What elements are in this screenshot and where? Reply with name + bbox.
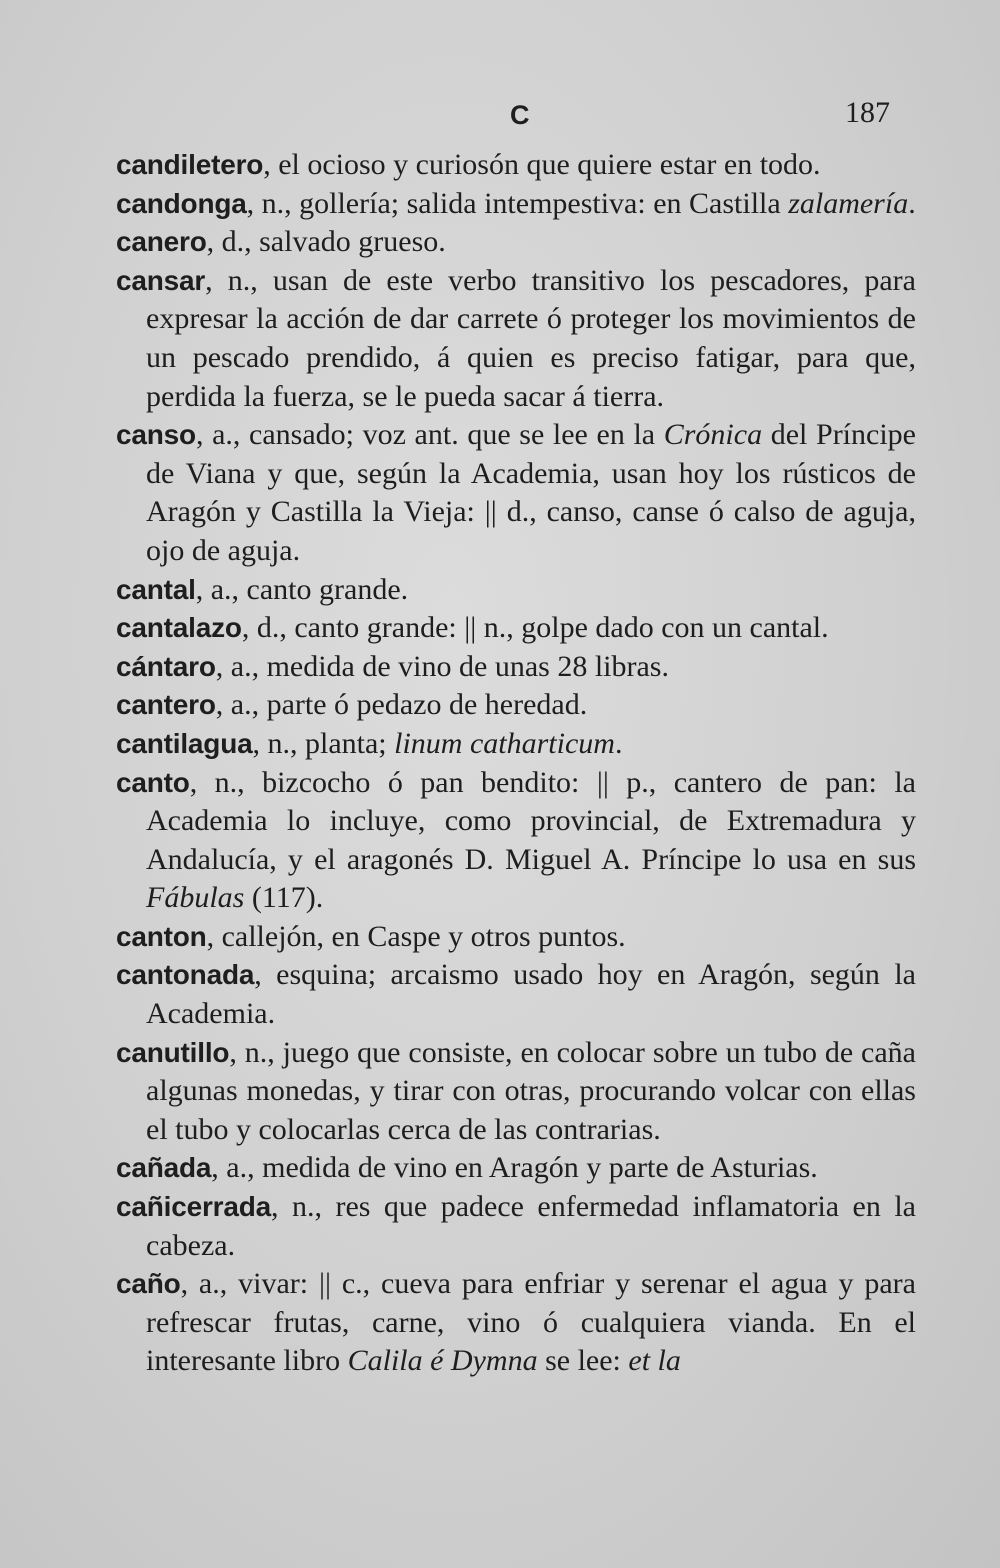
entry-definition: , n., gollería; salida intempestiva: en Castilla <box>246 186 789 220</box>
entry-definition: , callejón, en Caspe y otros puntos. <box>206 919 626 953</box>
entry-definition: , a., medida de vino de unas 28 libras. <box>215 649 669 683</box>
entry-headword: candonga <box>116 187 247 219</box>
dictionary-entry <box>116 1034 916 1150</box>
dictionary-entry <box>116 223 916 262</box>
dictionary-entry <box>116 956 916 1033</box>
dictionary-entry <box>116 571 916 610</box>
entry-definition: , a., medida de vino en Aragón y parte de Asturias. <box>211 1151 818 1185</box>
dictionary-entry <box>116 918 916 957</box>
entry-headword: cantonada <box>116 959 255 991</box>
entry-definition: , a., canto grande. <box>195 572 409 606</box>
entry-definition-cont: . <box>908 186 916 220</box>
entry-italic-term: Crónica <box>663 418 763 452</box>
entry-headword: canso <box>116 419 196 451</box>
entry-headword: cañicerrada <box>116 1191 272 1223</box>
entry-italic-term: Calila é Dymna <box>347 1344 538 1378</box>
dictionary-entry <box>116 416 916 570</box>
entry-headword: cantilagua <box>116 727 253 759</box>
entry-headword: cantalazo <box>116 612 242 644</box>
entry-headword: cántaro <box>116 650 216 682</box>
entry-headword: cantal <box>116 573 196 605</box>
dictionary-entry <box>116 609 916 648</box>
section-letter: C <box>510 100 530 130</box>
entry-italic-term: Fábulas <box>146 881 245 915</box>
entry-headword: cantero <box>116 689 216 721</box>
entry-definition: , a., cansado; voz ant. que se lee en la <box>195 418 664 452</box>
entry-definition: , esquina; arcaismo usado hoy en Aragón, según la Academia. <box>146 958 916 1031</box>
entry-headword: canto <box>116 766 190 798</box>
entry-definition: , el ocioso y curiosón que quiere estar en todo. <box>263 148 821 181</box>
entry-definition: , d., salvado grueso. <box>206 225 446 259</box>
dictionary-entry <box>116 1265 916 1381</box>
entry-definition-cont: . <box>614 726 623 760</box>
entry-definition-cont: (117). <box>244 881 324 915</box>
entry-definition-cont: del Príncipe de Viana y que, según la Academia, usan hoy los rústicos de Aragón y Castilla la Vieja: || d., canso, canse ó calso de aguja, ojo de aguja. <box>146 418 916 567</box>
page-header <box>118 96 898 136</box>
entry-definition: , n., usan de este verbo transitivo los pescadores, para expresar la acción de dar carrete ó proteger los movimientos de un pescado prendido, á quien es preciso fatigar, para que, perdida la fuerza, se le pueda sacar á tierra. <box>146 263 916 413</box>
dictionary-entry <box>116 146 916 185</box>
entry-headword: canero <box>116 226 207 258</box>
entry-headword: canton <box>116 920 207 952</box>
dictionary-entry <box>116 764 916 918</box>
entry-definition: , a., parte ó pedazo de heredad. <box>215 688 588 722</box>
entry-italic-term: linum catharticum <box>394 726 615 760</box>
entry-list <box>116 146 916 1381</box>
dictionary-entry <box>116 185 916 224</box>
entry-headword: cañada <box>116 1152 212 1184</box>
entry-definition: , d., canto grande: || n., golpe dado con un cantal. <box>241 611 829 645</box>
page-number: 187 <box>845 96 890 129</box>
entry-headword: canutillo <box>116 1036 230 1068</box>
entry-definition: , n., juego que consiste, en colocar sobre un tubo de caña algunas monedas, y tirar con otras, procurando volcar con ellas el tubo y colocarlas cerca de las contrarias. <box>146 1035 916 1146</box>
dictionary-entry <box>116 648 916 687</box>
dictionary-entry <box>116 1188 916 1265</box>
entry-definition: , a., vivar: || c., cueva para enfriar y serenar el agua y para refrescar frutas, carne, vino ó cualquiera vianda. En el interesante libro <box>146 1267 916 1378</box>
entry-headword: cansar <box>116 264 206 296</box>
entry-definition: , n., planta; <box>252 726 395 760</box>
entry-headword: candiletero <box>116 149 264 180</box>
entry-definition: , n., res que padece enfermedad inflamatoria en la cabeza. <box>146 1190 916 1262</box>
dictionary-entry <box>116 1149 916 1188</box>
entry-headword: caño <box>116 1268 181 1300</box>
entry-italic-term: et la <box>628 1344 681 1378</box>
entry-italic-term: zalamería <box>788 186 909 220</box>
entry-definition-cont: se lee: <box>537 1344 629 1378</box>
dictionary-entry <box>116 262 916 416</box>
dictionary-entry <box>116 686 916 725</box>
dictionary-entry <box>116 725 916 764</box>
entry-definition: , n., bizcocho ó pan bendito: || p., cantero de pan: la Academia lo incluye, como provincial, de Extremadura y Andalucía, y el aragonés D. Miguel A. Príncipe lo usa en sus <box>146 765 916 876</box>
